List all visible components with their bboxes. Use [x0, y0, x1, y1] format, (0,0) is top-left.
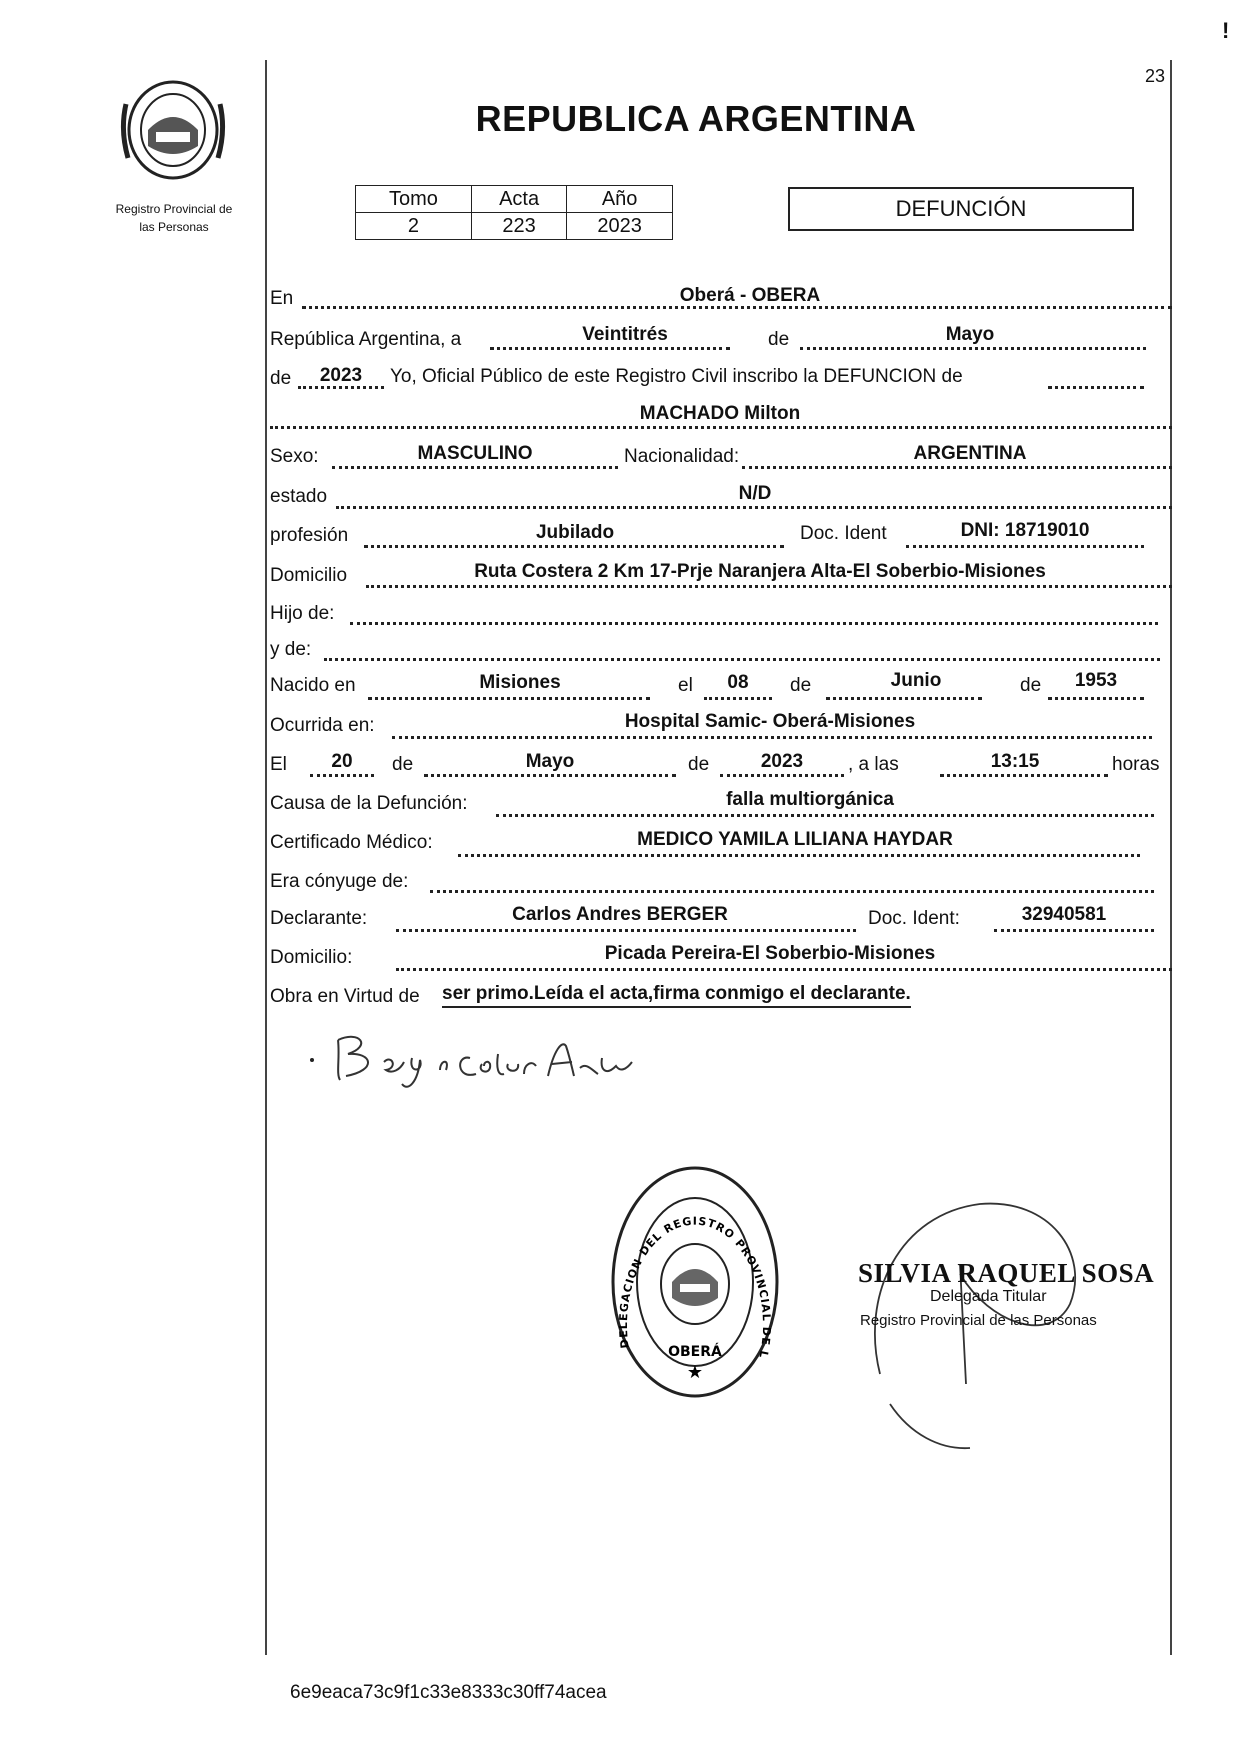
- table-header-ano: Año: [567, 186, 673, 213]
- label-nacido-en: Nacido en: [270, 675, 356, 696]
- label-sexo: Sexo:: [270, 446, 319, 467]
- label-de-year: de: [270, 368, 292, 389]
- label-de: de: [768, 329, 790, 350]
- label-a-las: , a las: [848, 754, 899, 775]
- declarant-address: Picada Pereira-El Soberbio-Misiones: [604, 943, 936, 964]
- leader-line: [430, 890, 1154, 893]
- leader-line: [364, 545, 784, 548]
- label-el: el: [678, 675, 693, 696]
- margin-mark: !: [1222, 18, 1230, 43]
- leader-line: [392, 736, 1152, 739]
- label-el-death: El: [270, 754, 287, 775]
- record-day-words: Veintitrés: [582, 324, 668, 345]
- leader-line: [496, 814, 1154, 817]
- label-conyuge: Era cónyuge de:: [270, 871, 409, 892]
- leader-line: [336, 506, 1172, 509]
- label-causa: Causa de la Defunción:: [270, 793, 468, 814]
- deceased-document: DNI: 18719010: [960, 520, 1090, 541]
- record-place: Oberá - OBERA: [679, 285, 821, 306]
- declarant-signature: [300, 1018, 640, 1098]
- label-horas: horas: [1112, 754, 1160, 775]
- leader-line: [332, 466, 618, 469]
- label-domicilio: Domicilio: [270, 565, 348, 586]
- record-year: 2023: [319, 365, 363, 386]
- death-time: 13:15: [990, 751, 1040, 772]
- page-title: REPUBLICA ARGENTINA: [475, 98, 917, 139]
- death-year: 2023: [760, 751, 804, 772]
- deceased-nationality: ARGENTINA: [913, 443, 1027, 464]
- label-nacionalidad: Nacionalidad:: [624, 446, 740, 467]
- label-obra-en-virtud: Obra en Virtud de: [270, 986, 420, 1007]
- birth-place: Misiones: [479, 672, 561, 693]
- registry-name-line1: Registro Provincial de: [115, 202, 233, 216]
- leader-line: [826, 697, 982, 700]
- declarant-document: 32940581: [1021, 904, 1107, 925]
- left-margin-line: [265, 60, 267, 1655]
- medical-certificate: MEDICO YAMILA LILIANA HAYDAR: [637, 829, 953, 850]
- label-certificado: Certificado Médico:: [270, 832, 433, 853]
- leader-line: [906, 545, 1144, 548]
- label-hijo-de: Hijo de:: [270, 603, 335, 624]
- label-en: En: [270, 288, 294, 309]
- leader-line: [324, 658, 1160, 661]
- table-value-ano: 2023: [567, 213, 673, 240]
- leader-line: [396, 929, 856, 932]
- record-index-table: [355, 185, 673, 240]
- label-ocurrida-en: Ocurrida en:: [270, 715, 375, 736]
- deceased-name: MACHADO Milton: [639, 403, 801, 424]
- label-republica: República Argentina, a: [270, 329, 462, 350]
- label-domicilio-declarante: Domicilio:: [270, 947, 353, 968]
- label-de-birth: de: [790, 675, 812, 696]
- delegation-stamp: [610, 1164, 780, 1400]
- label-de-birth-year: de: [1020, 675, 1042, 696]
- birth-month: Junio: [890, 670, 942, 691]
- label-yo-oficial: Yo, Oficial Público de este Registro Civil inscribo la DEFUNCION de: [390, 366, 963, 387]
- death-cause: falla multiorgánica: [726, 789, 894, 810]
- record-type-label: DEFUNCIÓN: [895, 196, 1027, 221]
- leader-line: [742, 466, 1172, 469]
- stamp-ring-text: DELEGACION DEL REGISTRO PROVINCIAL DE L: [616, 1214, 774, 1360]
- official-office: Registro Provincial de las Personas: [860, 1312, 1097, 1329]
- death-month: Mayo: [525, 751, 575, 772]
- leader-line: [366, 585, 1172, 588]
- registry-name-line2: las Personas: [139, 220, 209, 234]
- label-estado: estado: [270, 486, 328, 507]
- province-seal-logo: [118, 74, 228, 186]
- record-month: Mayo: [945, 324, 995, 345]
- leader-line: [368, 697, 650, 700]
- right-margin-line: [1170, 60, 1172, 1655]
- leader-line: [396, 968, 1172, 971]
- death-day: 20: [331, 751, 353, 772]
- label-de-death-year: de: [688, 754, 710, 775]
- leader-line: [800, 347, 1146, 350]
- table-header-tomo: Tomo: [356, 186, 472, 213]
- leader-line: [270, 426, 1172, 429]
- leader-line: [704, 697, 772, 700]
- label-y-de: y de:: [270, 639, 312, 660]
- leader-line: [350, 622, 1158, 625]
- table-value-tomo: 2: [356, 213, 472, 240]
- official-name: SILVIA RAQUEL SOSA: [858, 1258, 1155, 1288]
- leader-line: [310, 774, 374, 777]
- table-header-acta: Acta: [471, 186, 566, 213]
- record-type-box: [788, 187, 1134, 231]
- label-doc-ident: Doc. Ident: [800, 523, 887, 544]
- birth-day: 08: [727, 672, 749, 693]
- svg-text:DELEGACION DEL REGISTRO PROVIN: [610, 1164, 773, 1360]
- deceased-sex: MASCULINO: [417, 443, 533, 464]
- birth-year: 1953: [1074, 670, 1118, 691]
- leader-line: [1048, 697, 1144, 700]
- leader-line: [720, 774, 844, 777]
- label-de-death: de: [392, 754, 414, 775]
- table-value-acta: 223: [471, 213, 566, 240]
- official-title: Delegada Titular: [930, 1288, 1047, 1305]
- deceased-address: Ruta Costera 2 Km 17-Prje Naranjera Alta-El Soberbio-Misiones: [474, 561, 1046, 582]
- closing-statement: ser primo.Leída el acta,firma conmigo el declarante.: [442, 983, 911, 1008]
- deceased-profession: Jubilado: [535, 522, 615, 543]
- death-place: Hospital Samic- Oberá-Misiones: [624, 711, 916, 732]
- label-declarante: Declarante:: [270, 908, 368, 929]
- leader-line: [424, 774, 676, 777]
- label-profesion: profesión: [270, 525, 349, 546]
- leader-line: [458, 854, 1140, 857]
- page-number: 23: [1145, 66, 1166, 86]
- declarant-name: Carlos Andres BERGER: [512, 904, 728, 925]
- leader-line: [1048, 386, 1144, 389]
- deceased-civil-status: N/D: [738, 483, 772, 504]
- document-hash: 6e9eaca73c9f1c33e8333c30ff74acea: [290, 1682, 607, 1703]
- label-doc-ident-declarant: Doc. Ident:: [868, 908, 960, 929]
- svg-text:★: ★: [686, 1362, 704, 1382]
- stamp-city: OBERÁ: [668, 1344, 722, 1360]
- leader-line: [994, 929, 1154, 932]
- leader-line: [490, 347, 730, 350]
- leader-line: [940, 774, 1108, 777]
